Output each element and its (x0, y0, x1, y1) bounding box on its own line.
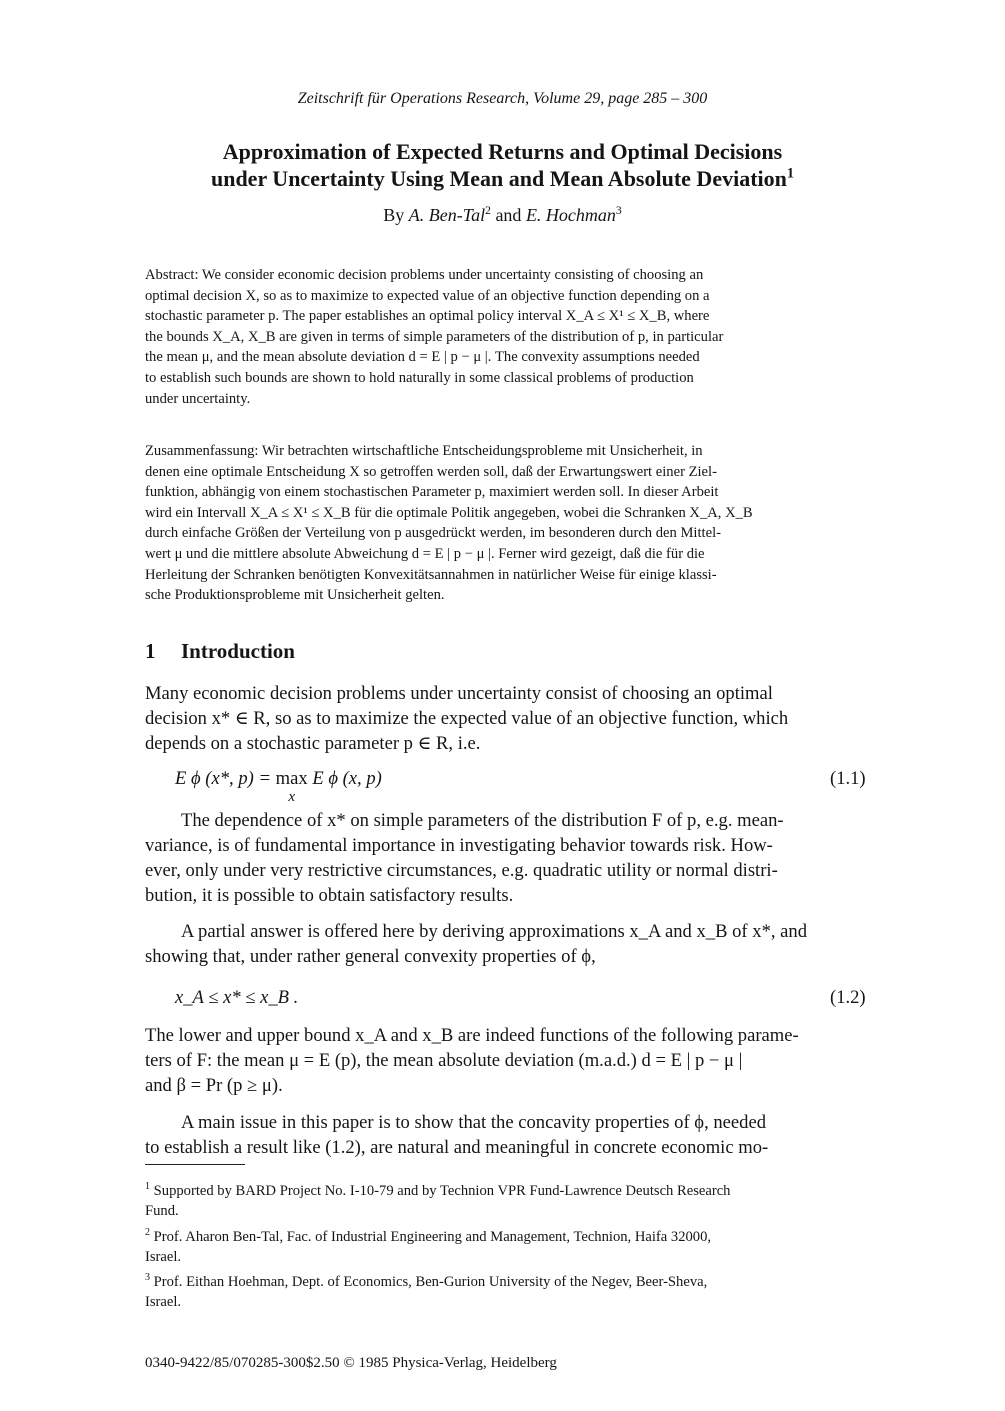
paragraph-5 (145, 1110, 768, 1160)
body-line: and β = Pr (p ≥ μ). (145, 1075, 283, 1096)
footnote-line: Israel. (145, 1294, 182, 1310)
abstract-line: to establish such bounds are shown to hold naturally in some classical problems of production (145, 369, 694, 386)
footnote-3 (145, 1272, 707, 1312)
abstract-line: Abstract: We consider economic decision problems under uncertainty consisting of choosing an (145, 267, 704, 283)
body-line: to establish a result like (1.2), are natural and meaningful in concrete economic mo- (145, 1137, 769, 1158)
footnote-divider (145, 1164, 245, 1165)
body-line: depends on a stochastic parameter p ∈ R, i.e. (145, 733, 481, 754)
abstract-line: the mean μ, and the mean absolute deviation d = E | p − μ |. The convexity assumptions needed (145, 349, 700, 366)
footnote-line: Prof. Aharon Ben-Tal, Fac. of Industrial Engineering and Management, Technion, Haifa 32000, (153, 1229, 712, 1245)
journal-header: Zeitschrift für Operations Research, Volume 29, page 285 – 300 (297, 90, 708, 107)
equation-1-1 (175, 768, 382, 804)
body-line: ters of F: the mean μ = E (p), the mean absolute deviation (m.a.d.) d = E | p − μ | (145, 1050, 743, 1071)
section-title: Introduction (181, 639, 295, 663)
paragraph-2 (145, 808, 784, 908)
body-line: variance, is of fundamental importance in investigating behavior towards risk. How- (145, 835, 773, 856)
publisher-footer: 0340-9422/85/070285-300$2.50 © 1985 Physica-Verlag, Heidelberg (145, 1355, 557, 1371)
paragraph-4 (145, 1023, 799, 1098)
abstract-line: stochastic parameter p. The paper establishes an optimal policy interval X_A ≤ X¹ ≤ X_B, where (145, 308, 710, 325)
abstract-english (145, 265, 723, 409)
zusammenfassung-line: wird ein Intervall X_A ≤ X¹ ≤ X_B für die optimale Politik angegeben, wobei die Schranken X_A, X_B (145, 504, 753, 521)
title-footnote-mark: 1 (786, 165, 795, 182)
footnote-mark: 1 (145, 1181, 150, 1193)
zusammenfassung-line: durch einfache Größen der Verteilung von p ausgedrückt werden, im besonderen durch den Mittel- (145, 525, 721, 542)
footnote-1 (145, 1181, 730, 1221)
equation-1-2: x_A ≤ x* ≤ x_B . (175, 987, 299, 1008)
body-line: A main issue in this paper is to show that the concavity properties of ϕ, needed (181, 1112, 767, 1133)
zusammenfassung-line: Herleitung der Schranken benötigten Konvexitätsannahmen in natürlicher Weise für einige klassi- (145, 566, 717, 583)
abstract-german (145, 441, 753, 606)
footnote-mark: 3 (145, 1272, 150, 1284)
paragraph-3 (145, 919, 807, 969)
footnote-mark: 2 (145, 1227, 150, 1239)
abstract-line: the bounds X_A, X_B are given in terms of simple parameters of the distribution of p, in particular (145, 328, 724, 345)
zusammenfassung-line: sche Produktionsprobleme mit Unsicherheit gelten. (145, 587, 445, 604)
title-line-2: under Uncertainty Using Mean and Mean Absolute Deviation (210, 166, 787, 191)
by-label: By (383, 205, 405, 225)
footnote-line: Israel. (145, 1249, 182, 1265)
equation-lhs: E ϕ (x*, p) = (175, 768, 276, 789)
abstract-line: optimal decision X, so as to maximize to expected value of an objective function depending on a (145, 287, 710, 304)
footnote-line: Prof. Eithan Hoehman, Dept. of Economics, Ben-Gurion University of the Negev, Beer-Sheva, (153, 1274, 708, 1290)
max-operator (276, 768, 308, 804)
zusammenfassung-line: funktion, abhängig von einem stochastischen Parameter p, maximiert werden soll. In dieser Arbeit (145, 484, 719, 501)
title-line-1: Approximation of Expected Returns and Optimal Decisions (222, 139, 783, 164)
max-label: max (275, 768, 308, 789)
author-1: A. Ben-Tal (408, 205, 486, 225)
equation-rhs: E ϕ (x, p) (307, 768, 382, 789)
body-line: The lower and upper bound x_A and x_B are indeed functions of the following parame- (145, 1025, 799, 1046)
body-line: A partial answer is offered here by deriving approximations x_A and x_B of x*, and (181, 921, 808, 942)
section-number: 1 (145, 639, 156, 663)
footnote-line: Supported by BARD Project No. I-10-79 and by Technion VPR Fund-Lawrence Deutsch Research (153, 1183, 731, 1199)
max-subscript: x (288, 789, 295, 805)
body-line: decision x* ∈ R, so as to maximize the expected value of an objective function, which (145, 708, 789, 729)
section-heading (145, 639, 295, 664)
body-line: bution, it is possible to obtain satisfactory results. (145, 885, 514, 906)
and-label: and (495, 205, 522, 225)
footnote-line: Fund. (145, 1203, 179, 1219)
author-1-note: 2 (485, 204, 491, 217)
body-line: ever, only under very restrictive circumstances, e.g. quadratic utility or normal distri- (145, 860, 778, 881)
zusammenfassung-line: denen eine optimale Entscheidung X so getroffen werden soll, daß der Erwartungswert einer Ziel- (145, 463, 717, 480)
author-2: E. Hochman (525, 205, 616, 225)
footnote-2 (145, 1227, 711, 1267)
paper-title (0, 138, 1005, 192)
body-line: showing that, under rather general convexity properties of ϕ, (145, 946, 596, 967)
author-2-note: 3 (615, 204, 622, 217)
paragraph-1 (145, 681, 788, 756)
abstract-line: under uncertainty. (145, 390, 251, 407)
zusammenfassung-line: Zusammenfassung: Wir betrachten wirtschaftliche Entscheidungsprobleme mit Unsicherheit, in (145, 443, 703, 459)
equation-number: (1.2) (830, 987, 866, 1008)
author-line (0, 205, 1005, 226)
zusammenfassung-line: wert μ und die mittlere absolute Abweichung d = E | p − μ |. Ferner wird gezeigt, daß die für die (145, 545, 705, 562)
body-line: Many economic decision problems under uncertainty consist of choosing an optimal (145, 683, 773, 704)
equation-number: (1.1) (830, 768, 866, 789)
body-line: The dependence of x* on simple parameters of the distribution F of p, e.g. mean- (181, 810, 784, 831)
